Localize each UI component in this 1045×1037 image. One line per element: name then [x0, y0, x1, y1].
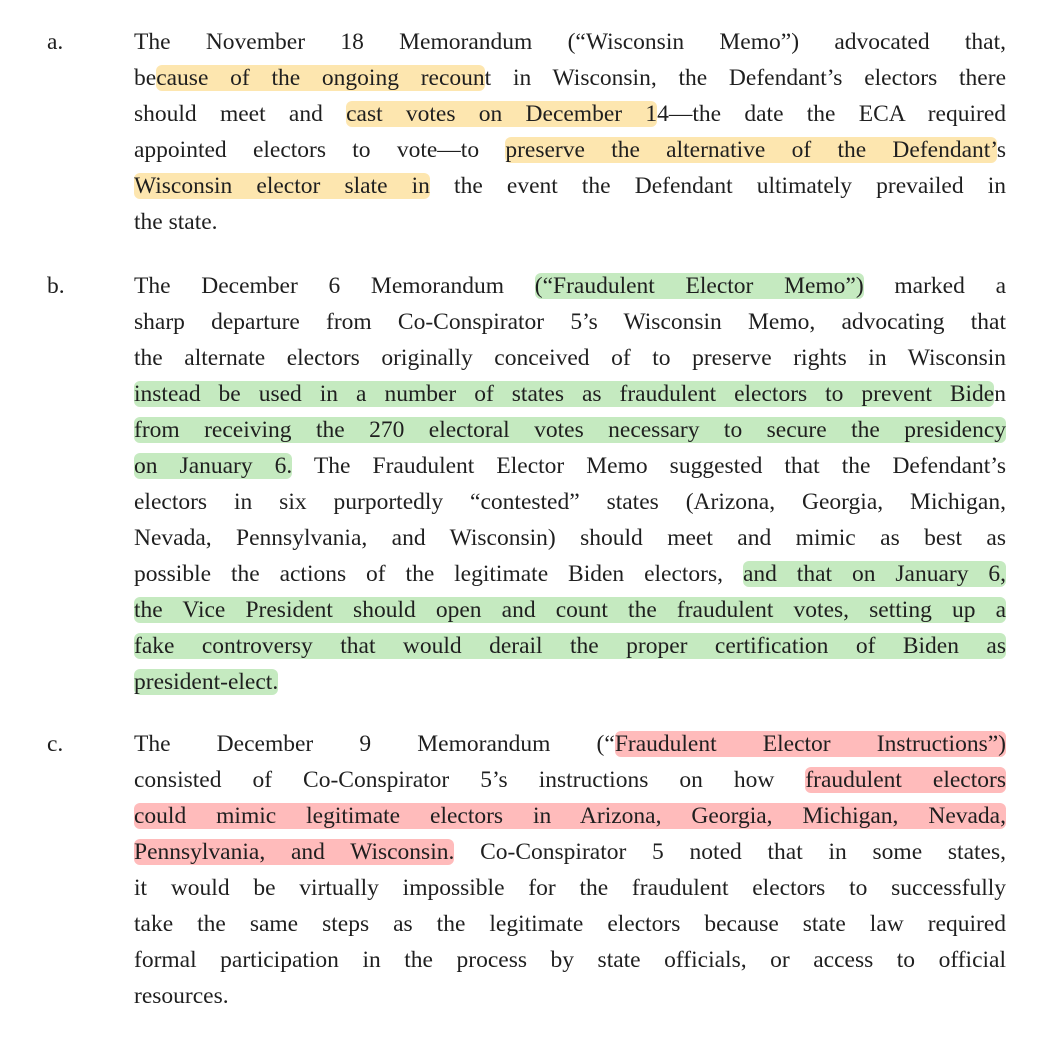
text-run: appointed electors to vote—to — [134, 137, 506, 163]
text-run: Nevada, Pennsylvania, and Wisconsin) should meet and mimic as best as — [134, 525, 1006, 551]
highlight-green: the Vice President should open and count the fraudulent votes, setting up a — [134, 597, 1006, 623]
item-marker: b. — [47, 273, 65, 299]
text-run: The December 6 Memorandum — [134, 273, 535, 299]
text-line — [134, 942, 1006, 978]
highlight-green: from receiving the 270 electoral votes necessary to secure the presidency — [134, 417, 1006, 443]
text-run: The Fraudulent Elector Memo suggested that the Defendant’s — [292, 453, 1006, 479]
text-run: be — [134, 65, 157, 91]
highlight-red: Pennsylvania, and Wisconsin. — [134, 839, 455, 865]
text-run: should meet and — [134, 101, 347, 127]
text-line — [134, 664, 1006, 700]
text-run: marked a — [863, 273, 1006, 299]
text-run: n — [994, 381, 1006, 407]
item-paragraph — [134, 268, 1006, 700]
item-paragraph — [134, 726, 1006, 1014]
text-line — [134, 204, 1006, 240]
text-line — [134, 906, 1006, 942]
item-marker: c. — [47, 731, 64, 757]
text-line — [134, 484, 1006, 520]
highlight-red: fraudulent electors — [805, 767, 1006, 793]
text-line — [134, 448, 1006, 484]
text-line — [134, 556, 1006, 592]
text-run: it would be virtually impossible for the fraudulent electors to successfully — [134, 875, 1006, 901]
text-line — [134, 726, 1006, 762]
highlight-green: president-elect. — [134, 669, 279, 695]
highlight-red: could mimic legitimate electors in Arizona, Georgia, Michigan, Nevada, — [134, 803, 1006, 829]
text-line — [134, 628, 1006, 664]
text-run: sharp departure from Co-Conspirator 5’s Wisconsin Memo, advocating that — [134, 309, 1006, 335]
text-line — [134, 24, 1006, 60]
item-marker: a. — [47, 29, 64, 55]
text-run: t in Wisconsin, the Defendant’s electors there — [484, 65, 1006, 91]
text-line — [134, 978, 1006, 1014]
text-run: The November 18 Memorandum (“Wisconsin Memo”) advocated that, — [134, 29, 1006, 55]
text-run: the event the Defendant ultimately prevailed in — [429, 173, 1006, 199]
text-run: The December 9 Memorandum (“ — [134, 731, 615, 757]
text-run: 4—the date the ECA required — [657, 101, 1007, 127]
text-line — [134, 834, 1006, 870]
text-line — [134, 762, 1006, 798]
item-paragraph — [134, 24, 1006, 240]
highlight-green: fake controversy that would derail the proper certification of Biden as — [134, 633, 1006, 659]
highlight-yellow: preserve the alternative of the Defendant’ — [505, 137, 997, 163]
highlight-green: instead be used in a number of states as fraudulent electors to prevent Bide — [134, 381, 995, 407]
text-line — [134, 268, 1006, 304]
text-run: possible the actions of the legitimate Biden electors, — [134, 561, 743, 587]
text-run: the alternate electors originally conceived of to preserve rights in Wisconsin — [134, 345, 1006, 371]
text-line — [134, 412, 1006, 448]
text-run: s — [996, 137, 1006, 163]
text-run: take the same steps as the legitimate electors because state law required — [134, 911, 1006, 937]
text-run: Co-Conspirator 5 noted that in some states, — [454, 839, 1006, 865]
text-line — [134, 96, 1006, 132]
highlight-yellow: Wisconsin elector slate in — [134, 173, 430, 199]
text-run: resources. — [134, 983, 229, 1009]
text-line — [134, 798, 1006, 834]
highlight-red: Fraudulent Elector Instructions”) — [614, 731, 1006, 757]
highlight-green: on January 6. — [134, 453, 293, 479]
text-line — [134, 592, 1006, 628]
highlight-green: and that on January 6, — [742, 561, 1006, 587]
text-line — [134, 304, 1006, 340]
text-line — [134, 870, 1006, 906]
highlight-yellow: cause of the ongoing recoun — [156, 65, 485, 91]
text-run: formal participation in the process by state officials, or access to official — [134, 947, 1006, 973]
text-run: electors in six purportedly “contested” states (Arizona, Georgia, Michigan, — [134, 489, 1006, 515]
text-run: the state. — [134, 209, 218, 235]
text-run: consisted of Co-Conspirator 5’s instructions on how — [134, 767, 806, 793]
text-line — [134, 168, 1006, 204]
highlight-yellow: cast votes on December 1 — [346, 101, 658, 127]
text-line — [134, 340, 1006, 376]
text-line — [134, 60, 1006, 96]
text-line — [134, 376, 1006, 412]
text-line — [134, 520, 1006, 556]
highlight-green: (“Fraudulent Elector Memo”) — [534, 273, 864, 299]
text-line — [134, 132, 1006, 168]
